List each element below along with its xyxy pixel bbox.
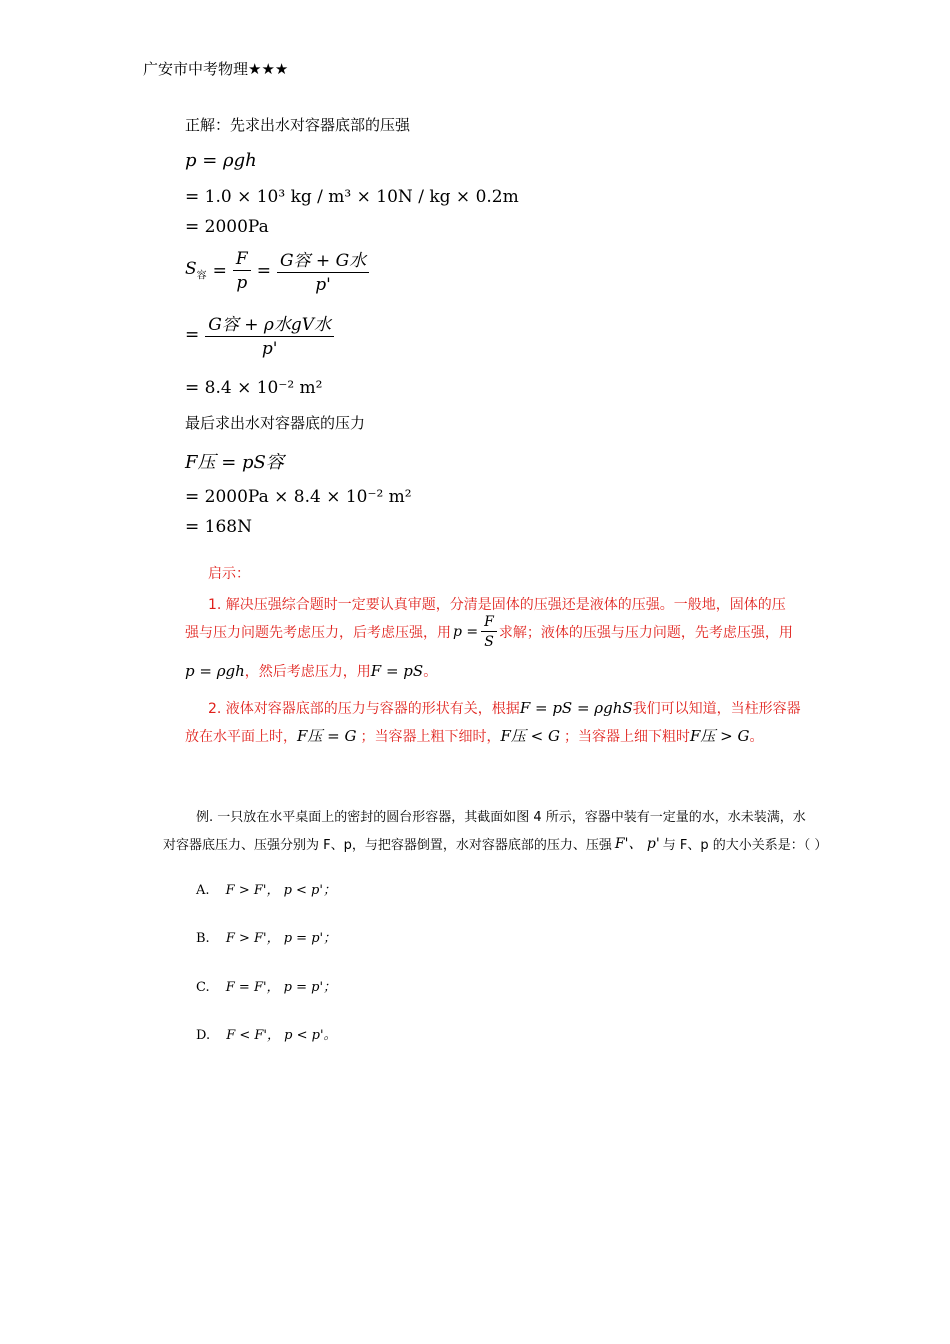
hint-text: 2. 液体对容器底部的压力与容器的形状有关，根据 [208, 701, 520, 717]
hint-text: 。 [423, 664, 438, 680]
option-text: F = F'， p = p'； [225, 980, 337, 995]
fraction-numerator: G容 + ρ水gV水 [205, 310, 334, 337]
fraction-numerator: F [233, 249, 251, 271]
formula-force-chain: F = pS = ρghS [519, 699, 633, 717]
fraction-denominator: p' [261, 339, 278, 359]
formula-pressure-definition [453, 614, 497, 650]
formula-lhs: p = [453, 624, 479, 640]
formula-force: F = pS [370, 662, 424, 680]
fraction-denominator: p [236, 272, 248, 293]
equation-force-formula: F压 = pS容 [185, 452, 284, 473]
area-symbol-letter: S [185, 259, 197, 280]
hint-text: 我们可以知道，当柱形容器 [632, 701, 801, 717]
fraction-numerator: F [481, 614, 497, 632]
fraction-weights-over-pressure [277, 246, 369, 295]
fraction-numerator: G容 + G水 [277, 246, 369, 273]
hint-text: ，然后考虑压力，用 [244, 664, 371, 680]
equation-force-substitution: = 2000Pa × 8.4 × 10⁻² m² [185, 487, 412, 507]
formula-liquid-pressure: p = ρgh [185, 662, 245, 680]
hint-point-1-line-1: 1. 解决压强综合题时一定要认真审题，分清是固体的压强还是液体的压强。一般地，固体的压 [208, 597, 786, 613]
option-d[interactable] [196, 1024, 337, 1043]
question-formula: F'、 p' [614, 836, 660, 852]
page-header-title: 广安市中考物理★★★ [143, 60, 289, 78]
hint-text: 求解；液体的压强与压力问题，先考虑压强，用 [498, 625, 793, 641]
fraction-expanded [205, 310, 334, 359]
solution-mid-text: 最后求出水对容器底的压力 [185, 414, 366, 432]
fraction-denominator: p' [315, 275, 331, 295]
question-text: 与 F、p 的大小关系是：（ ） [662, 837, 828, 853]
option-label: C. [196, 980, 210, 995]
fraction-denominator: S [484, 634, 494, 650]
hint-point-1-line-2 [185, 614, 793, 650]
hint-point-2-line-1 [208, 698, 801, 718]
equation-pressure-result: = 2000Pa [185, 217, 269, 237]
hint-text: ；当容器上粗下细时， [360, 728, 501, 745]
formula-greater-weight: F压 > G [690, 727, 750, 745]
area-symbol [185, 259, 207, 281]
equation-pressure-formula: p = ρgh [185, 150, 257, 171]
hint-point-2-line-2 [185, 725, 764, 746]
hint-text: 放在水平面上时， [185, 728, 297, 745]
hint-text: ；当容器上细下粗时 [564, 728, 690, 745]
question-line-2 [163, 833, 827, 853]
equation-area-result: = 8.4 × 10⁻² m² [185, 378, 323, 398]
option-label: A. [196, 883, 210, 898]
fraction-force-over-pressure [233, 249, 251, 293]
equation-force-result: = 168N [185, 517, 252, 537]
equation-area-expanded: = $\frac{\text{G容 + ρ水gV水}}{p'}$ [185, 310, 334, 359]
solution-intro: 正解：先求出水对容器底部的压强 [185, 116, 411, 134]
option-label: B. [196, 931, 210, 946]
option-c[interactable] [196, 976, 336, 995]
hint-title: 启示： [208, 566, 250, 582]
formula-equal-weight: F压 = G [297, 727, 357, 745]
option-b[interactable] [196, 927, 336, 946]
question-line-1: 例. 一只放在水平桌面上的密封的圆台形容器，其截面如图 4 所示，容器中装有一定量的水，水未装满，水 [196, 810, 806, 825]
hint-point-1-line-3 [185, 661, 437, 681]
equation-area-derivation: $S_容$ = $\frac{F}{p}$ = $\frac{\text{G容 + G水}}{p'}$ [185, 246, 369, 295]
question-text: 对容器底压力、压强分别为 F、p，与把容器倒置，水对容器底部的压力、压强 [163, 837, 612, 853]
equation-pressure-substitution: = 1.0 × 10³ kg / m³ × 10N / kg × 0.2m [185, 187, 519, 207]
hint-text: 。 [749, 728, 764, 745]
option-text: F < F'， p < p'。 [226, 1028, 337, 1043]
option-label: D. [196, 1028, 211, 1043]
area-symbol-subscript: 容 [196, 270, 207, 282]
option-text: F > F'， p = p'； [225, 931, 337, 946]
formula-fraction [481, 614, 497, 650]
option-text: F > F'， p < p'； [225, 883, 336, 898]
formula-less-weight: F压 < G [500, 727, 560, 745]
hint-text: 强与压力问题先考虑压力，后考虑压强，用 [185, 625, 451, 641]
option-a[interactable] [196, 879, 336, 898]
